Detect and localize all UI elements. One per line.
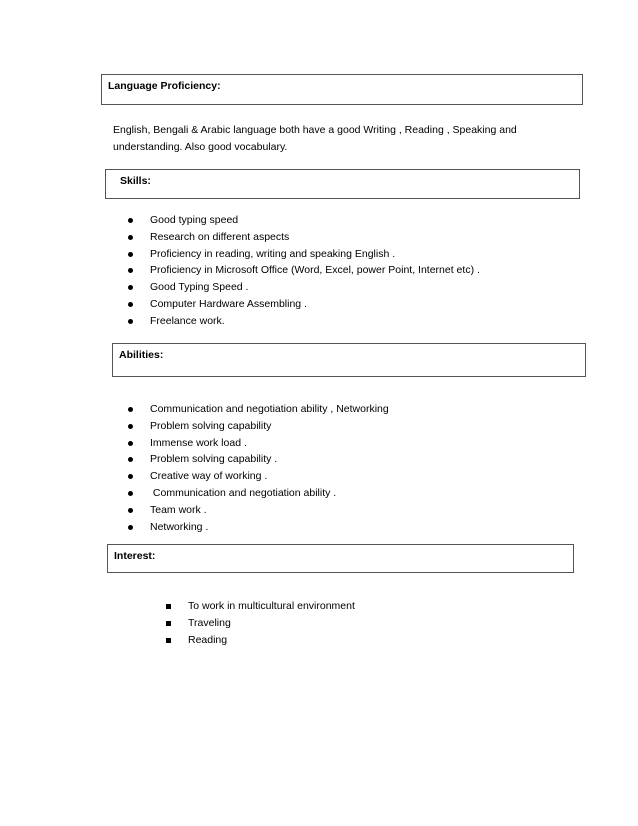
bullet-icon — [128, 285, 133, 290]
language-proficiency-text — [113, 122, 583, 156]
abilities-list — [128, 401, 389, 535]
bullet-icon — [128, 218, 133, 223]
bullet-icon — [128, 441, 133, 446]
language-text-line-2: understanding. Also good vocabulary. — [113, 141, 288, 153]
list-item: Immense work load . — [128, 435, 389, 452]
list-item: Good Typing Speed . — [128, 279, 480, 296]
bullet-icon — [128, 407, 133, 412]
list-item: Good typing speed — [128, 212, 480, 229]
skills-list — [128, 212, 480, 330]
square-bullet-icon — [166, 621, 171, 626]
bullet-icon — [128, 525, 133, 530]
square-bullet-icon — [166, 604, 171, 609]
list-item: Communication and negotiation ability , Networking — [128, 401, 389, 418]
bullet-icon — [128, 474, 133, 479]
bullet-icon — [128, 508, 133, 513]
list-item: Research on different aspects — [128, 229, 480, 246]
list-item: Creative way of working . — [128, 468, 389, 485]
square-bullet-icon — [166, 638, 171, 643]
interest-heading-box — [107, 544, 574, 573]
list-item: Problem solving capability . — [128, 451, 389, 468]
list-item: Proficiency in Microsoft Office (Word, Excel, power Point, Internet etc) . — [128, 262, 480, 279]
bullet-icon — [128, 235, 133, 240]
list-item: Freelance work. — [128, 313, 480, 330]
bullet-icon — [128, 252, 133, 257]
list-item: Traveling — [166, 615, 355, 632]
list-item: Reading — [166, 632, 355, 649]
language-proficiency-heading: Language Proficiency: — [108, 80, 221, 92]
list-item: Proficiency in reading, writing and speaking English . — [128, 246, 480, 263]
list-item: Networking . — [128, 519, 389, 536]
bullet-icon — [128, 268, 133, 273]
list-item: Team work . — [128, 502, 389, 519]
language-proficiency-heading-box — [101, 74, 583, 105]
abilities-heading: Abilities: — [119, 349, 164, 361]
list-item: Communication and negotiation ability . — [128, 485, 389, 502]
interest-heading: Interest: — [114, 550, 156, 562]
skills-heading: Skills: — [120, 175, 151, 187]
abilities-heading-box — [112, 343, 586, 377]
list-item: To work in multicultural environment — [166, 598, 355, 615]
list-item: Problem solving capability — [128, 418, 389, 435]
bullet-icon — [128, 457, 133, 462]
bullet-icon — [128, 424, 133, 429]
bullet-icon — [128, 302, 133, 307]
language-text-line-1: English, Bengali & Arabic language both have a good Writing , Reading , Speaking and — [113, 124, 517, 136]
bullet-icon — [128, 491, 133, 496]
skills-heading-box — [105, 169, 580, 199]
bullet-icon — [128, 319, 133, 324]
interest-list — [166, 598, 355, 648]
list-item: Computer Hardware Assembling . — [128, 296, 480, 313]
